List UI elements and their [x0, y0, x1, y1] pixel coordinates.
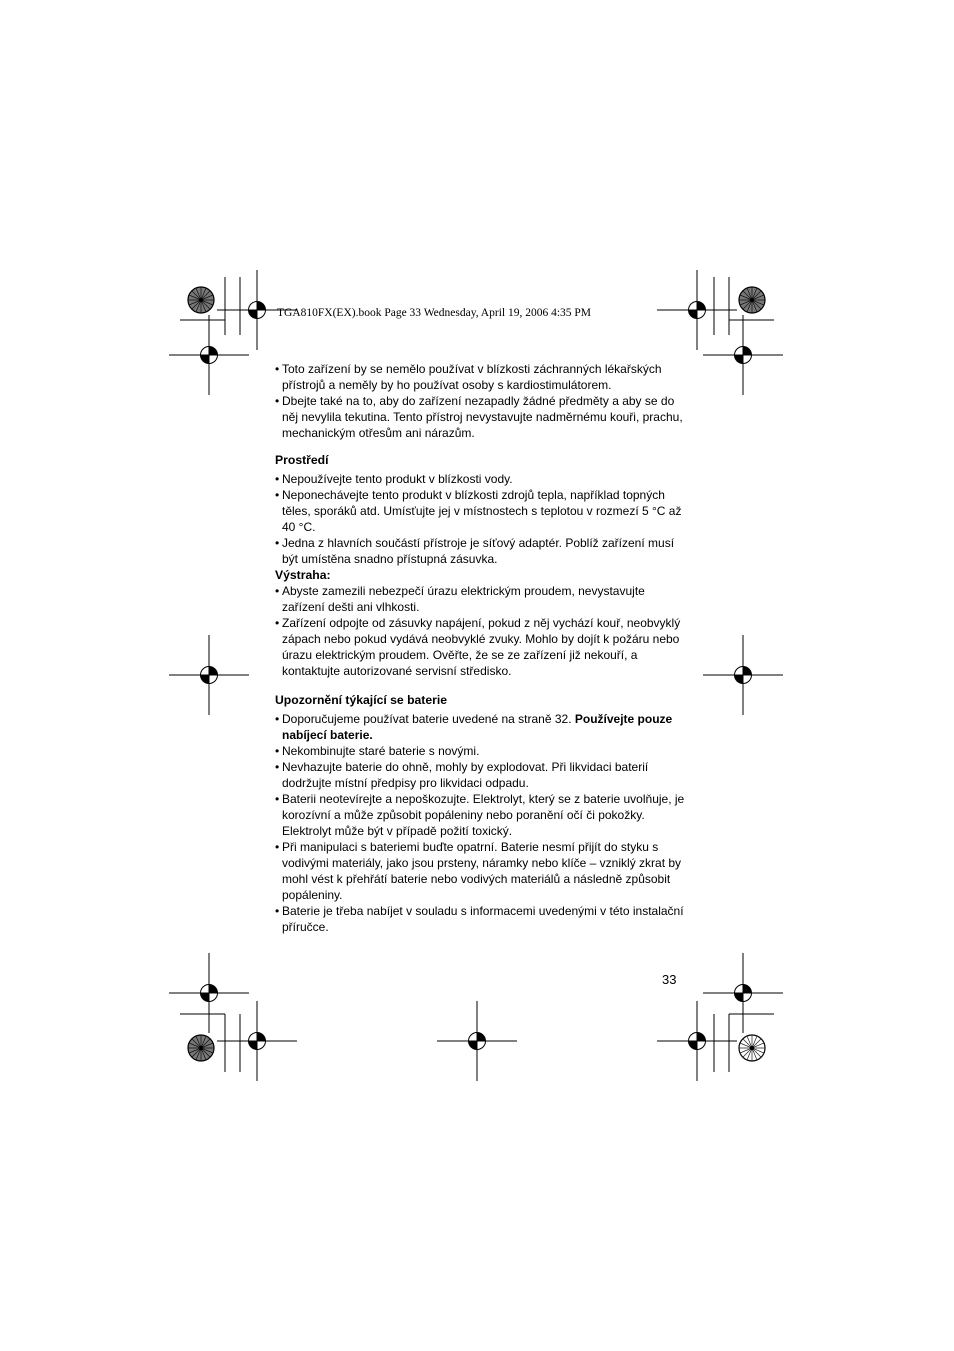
section-heading-battery: Upozornění týkající se baterie: [275, 693, 448, 707]
battery-item: • Nekombinujte staré baterie s novými.: [275, 743, 685, 759]
environment-item: • Nepoužívejte tento produkt v blízkosti vody.: [275, 471, 685, 487]
battery-item: • Nevhazujte baterie do ohně, mohly by explodovat. Při likvidaci baterií dodržujte místní předpisy pro likvidaci odpadu.: [275, 759, 685, 791]
battery-item-text: Doporučujeme používat baterie uvedené na straně 32.: [282, 712, 575, 726]
environment-item: • Jedna z hlavních součástí přístroje je síťový adaptér. Poblíž zařízení musí být umístěna snadno přístupná zásuvka.: [275, 535, 685, 567]
warning-item: • Abyste zamezili nebezpečí úrazu elektrickým proudem, nevystavujte zařízení dešti ani vlhkosti.: [275, 583, 685, 615]
page-number: 33: [662, 972, 677, 987]
environment-item: • Neponechávejte tento produkt v blízkosti zdrojů tepla, například topných těles, sporáků atd. Umísťujte jej v místnostech s teplotou v rozmezí 5 °C až 40 °C.: [275, 487, 685, 535]
section-heading-warning: Výstraha:: [275, 568, 331, 582]
battery-item-emphasis: Používejte pouze nabíjecí baterie.: [282, 712, 673, 742]
battery-item: [275, 711, 685, 743]
section-heading-environment: Prostředí: [275, 453, 329, 467]
intro-item: • Dbejte také na to, aby do zařízení nezapadly žádné předměty a aby se do něj nevylila tekutina. Tento přístroj nevystavujte nadměrnému kouři, prachu, mechanickým otřesům ani nárazům.: [275, 393, 685, 441]
intro-item: • Toto zařízení by se nemělo používat v blízkosti záchranných lékařských přístrojů a neměly by ho používat osoby s kardiostimulátorem.: [275, 361, 685, 393]
page-slug: TGA810FX(EX).book Page 33 Wednesday, April 19, 2006 4:35 PM: [277, 307, 592, 319]
document-body: [275, 361, 685, 935]
battery-item: • Baterie je třeba nabíjet v souladu s informacemi uvedenými v této instalační příručce.: [275, 903, 685, 935]
battery-item: • Baterii neotevírejte a nepoškozujte. Elektrolyt, který se z baterie uvolňuje, je korozívní a může způsobit popáleniny nebo poranění očí či pokožky. Elektrolyt může být v případě požití toxický.: [275, 791, 685, 839]
warning-item: • Zařízení odpojte od zásuvky napájení, pokud z něj vychází kouř, neobvyklý zápach nebo pokud vydává neobvyklé zvuky. Mohlo by dojít k požáru nebo úrazu elektrickým proudem. Ověřte, že se ze zařízení již nekouří, a kontaktujte autorizované servisní středisko.: [275, 615, 685, 679]
battery-item: • Při manipulaci s bateriemi buďte opatrní. Baterie nesmí přijít do styku s vodivými materiály, jako jsou prsteny, náramky nebo klíče – vzniklý zkrat by mohl vést k přehřátí baterie nebo vodivých materiálů a následně způsobit popáleniny.: [275, 839, 685, 903]
